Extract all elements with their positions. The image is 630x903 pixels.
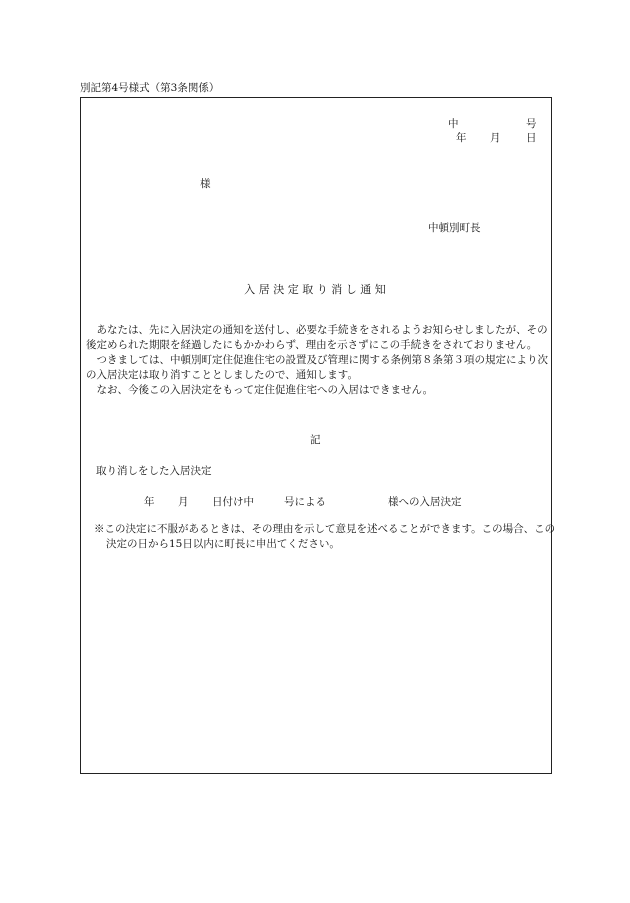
doc-number-suffix: 号	[526, 118, 537, 130]
detail-number-suffix: 号による	[284, 496, 326, 508]
body-paragraph-3: なお、今後この入居決定をもって定住促進住宅への入居はできません。	[96, 384, 434, 396]
cancelled-decision-label: 取り消しをした入居決定	[96, 465, 212, 477]
date-year: 年	[456, 132, 467, 144]
detail-year: 年	[144, 496, 155, 508]
notice-body	[86, 323, 549, 398]
issuer-name: 中頓別町長	[428, 222, 481, 234]
notice-title: 入 居 決 定 取 り 消 し 通 知	[244, 283, 386, 296]
doc-number-prefix: 中	[448, 118, 459, 130]
appeal-note: ※この決定に不服があるときは、その理由を示して意見を述べることができます。この場合、この決定の日から15日以内に町長に申出てください。	[94, 523, 556, 550]
date-month: 月	[490, 132, 501, 144]
detail-decision-suffix: 様への入居決定	[388, 496, 462, 508]
detail-month: 月	[178, 496, 189, 508]
body-paragraph-1: あなたは、先に入居決定の通知を送付し、必要な手続きをされるようお知らせしましたが、その後定められた期限を経過したにもかかわらず、理由を示さずにこの手続きをされておりません。	[86, 324, 548, 351]
form-caption: 別記第4号様式（第3条関係）	[80, 82, 220, 94]
detail-dated-prefix: 日付け中	[212, 496, 254, 508]
addressee-suffix: 様	[200, 178, 211, 190]
ki-heading: 記	[310, 434, 321, 446]
date-day: 日	[526, 132, 537, 144]
body-paragraph-2: つきましては、中頓別町定住促進住宅の設置及び管理に関する条例第８条第３項の規定により次の入居決定は取り消すこととしましたので、通知します。	[86, 354, 548, 381]
